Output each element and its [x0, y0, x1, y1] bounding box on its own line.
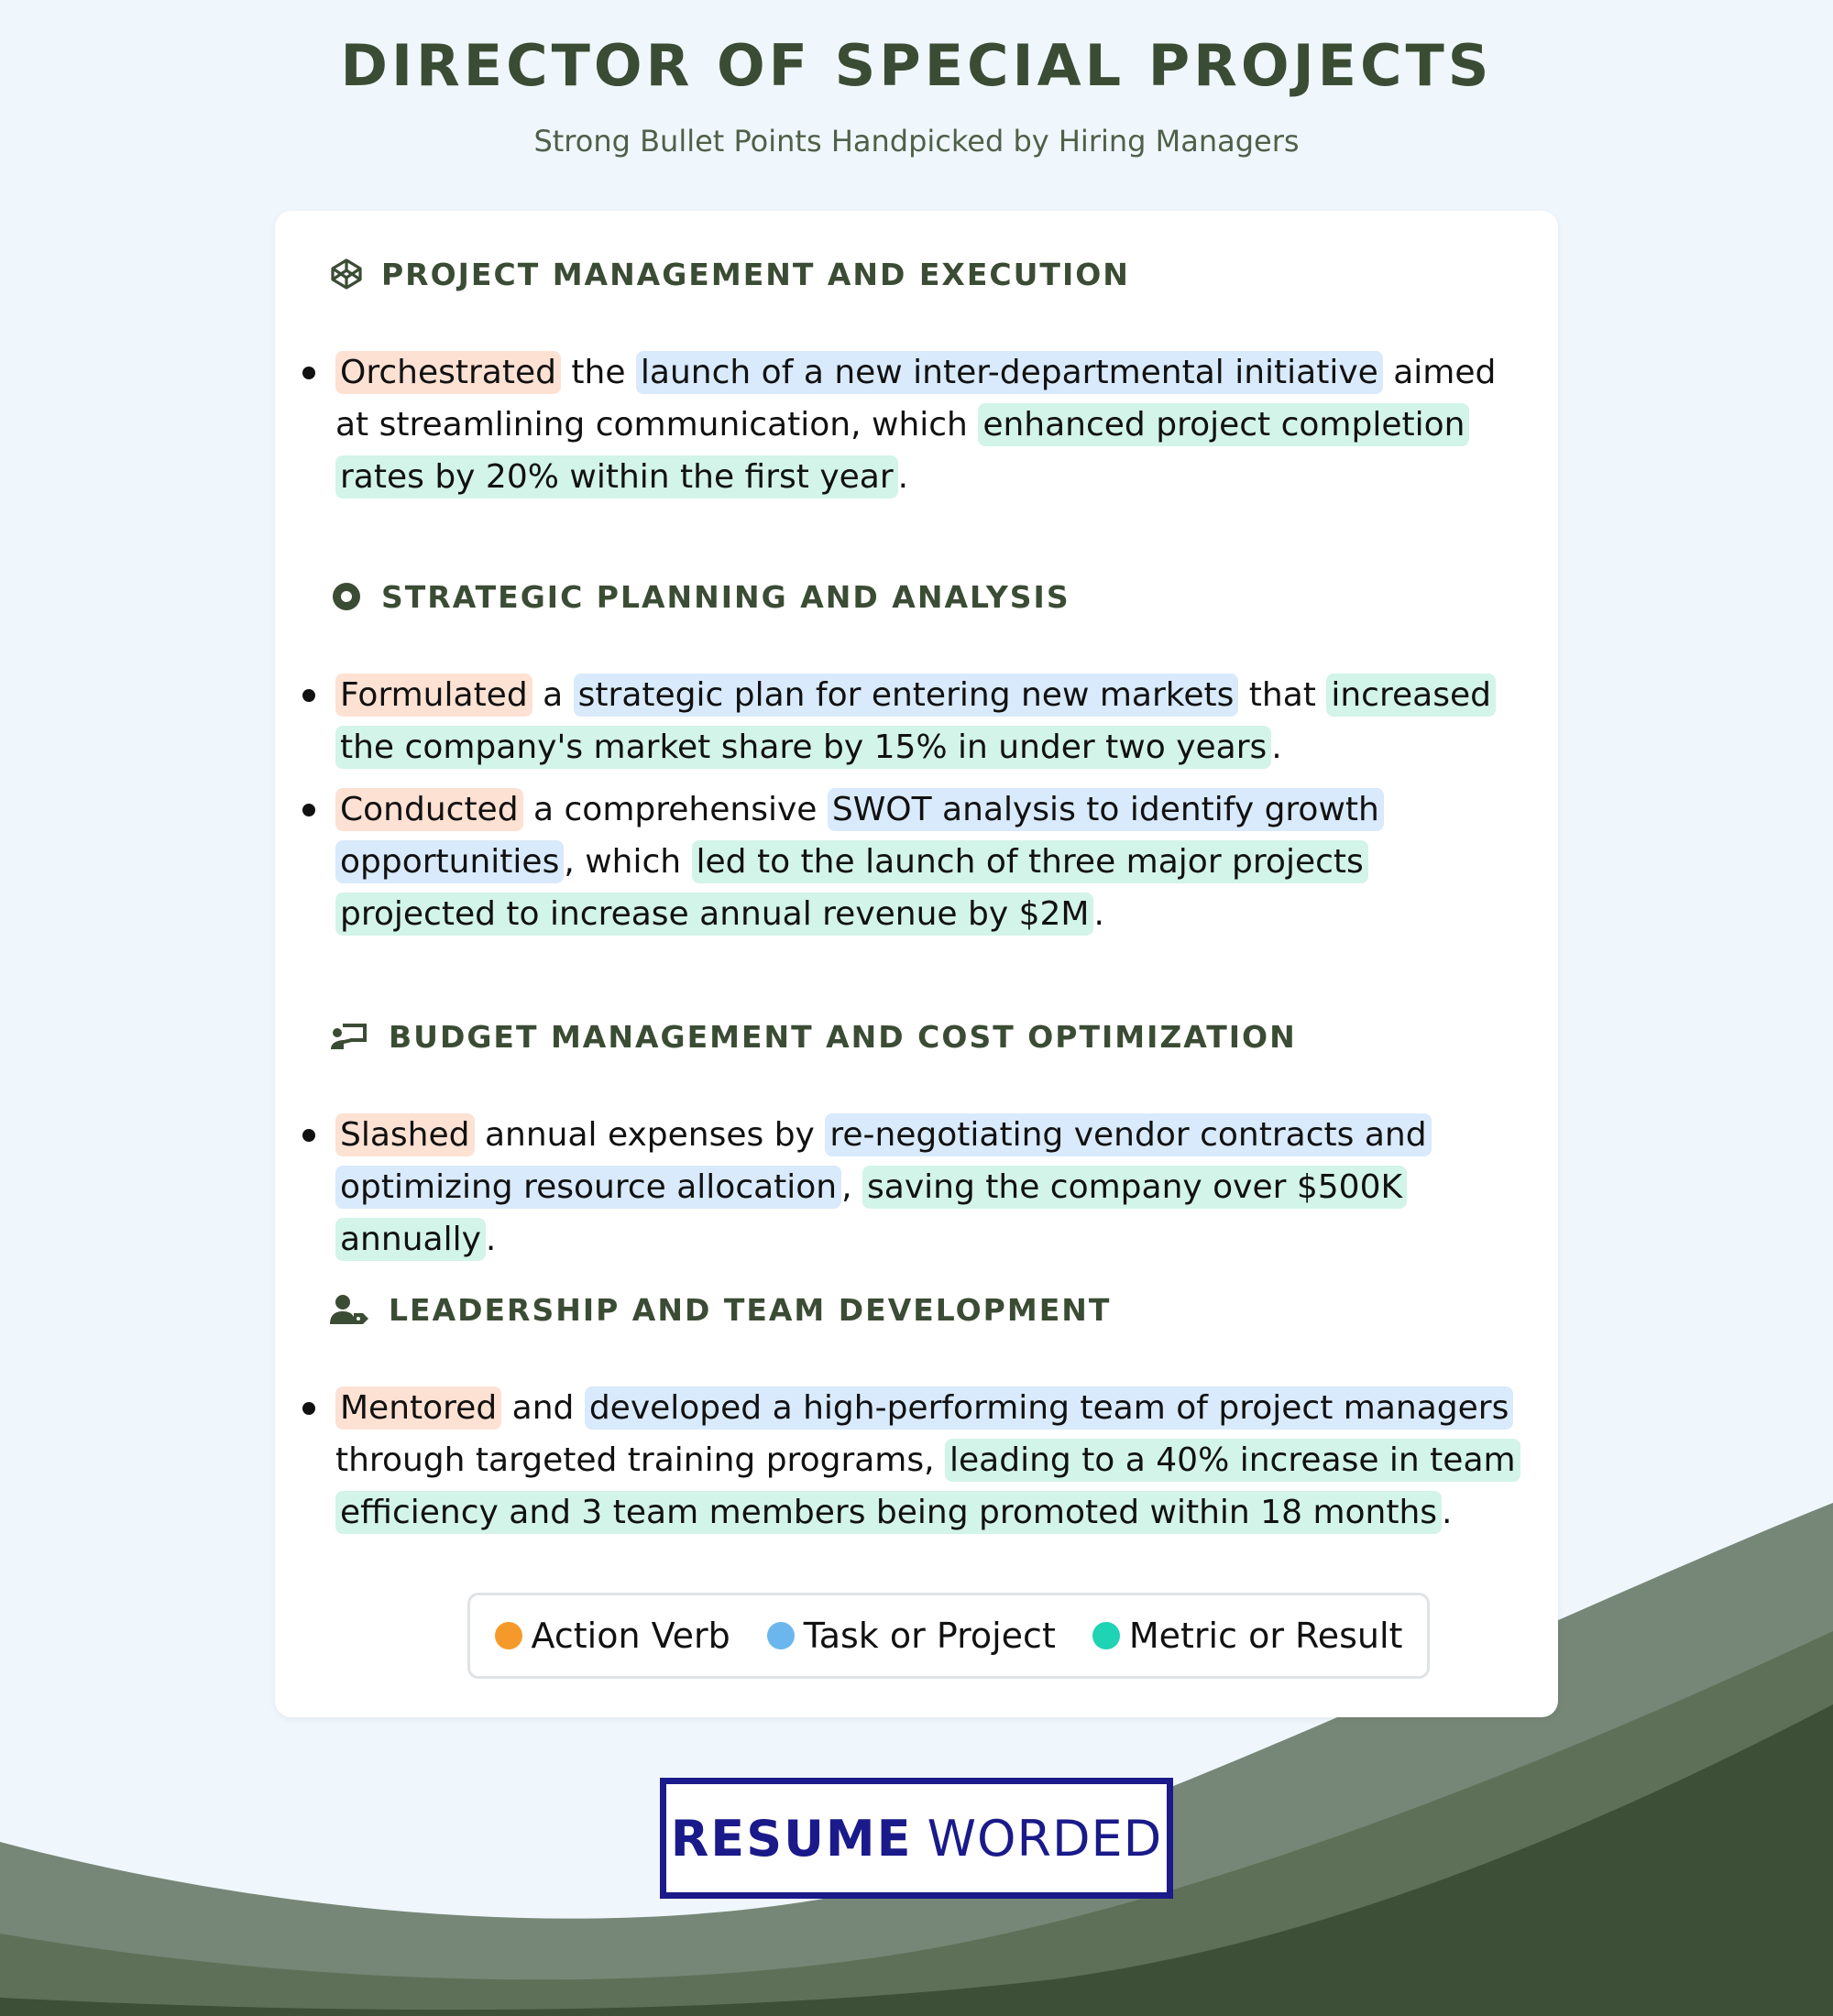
- legend-item-action: [495, 1616, 730, 1656]
- bullet-point: [275, 1109, 1518, 1265]
- highlight-action: Slashed: [335, 1113, 475, 1156]
- highlight-legend: [467, 1593, 1430, 1679]
- bullet-list: [275, 1382, 1558, 1549]
- bullet-text: ,: [841, 1168, 863, 1206]
- bullet-list: [275, 346, 1558, 513]
- page-title: DIRECTOR OF SPECIAL PROJECTS: [340, 32, 1493, 99]
- logo-bold-text: RESUME: [670, 1809, 913, 1868]
- highlight-task: strategic plan for entering new markets: [574, 674, 1239, 717]
- legend-label: Action Verb: [531, 1616, 730, 1656]
- bullet-points-card: [275, 211, 1558, 1717]
- resume-worded-logo[interactable]: [660, 1778, 1173, 1899]
- section-header: [330, 1287, 1111, 1332]
- section-title: LEADERSHIP AND TEAM DEVELOPMENT: [389, 1291, 1112, 1328]
- legend-dot: [495, 1622, 522, 1649]
- legend-item-metric: [1092, 1616, 1403, 1656]
- section-header: [330, 251, 1130, 297]
- section-header: [330, 1013, 1297, 1059]
- bullet-list: [275, 669, 1558, 950]
- highlight-action: Formulated: [335, 674, 532, 717]
- bullet-text: .: [485, 1221, 497, 1258]
- section-header: [330, 574, 1070, 619]
- highlight-metric: leading to a 40% increase in team efficiency and 3 team members being promoted within 18 months: [335, 1439, 1520, 1534]
- section-title: STRATEGIC PLANNING AND ANALYSIS: [381, 578, 1070, 615]
- bullet-list: [275, 1109, 1558, 1276]
- highlight-metric: led to the launch of three major projects projected to increase annual revenue by $2M: [335, 840, 1368, 936]
- bullet-text: the: [560, 354, 636, 391]
- highlight-action: Mentored: [335, 1386, 501, 1430]
- bullet-text: through targeted training programs,: [335, 1441, 946, 1479]
- highlight-task: re-negotiating vendor contracts and optimizing resource allocation: [335, 1113, 1432, 1209]
- bullet-text: , which: [564, 843, 692, 881]
- section-title: BUDGET MANAGEMENT AND COST OPTIMIZATION: [389, 1018, 1297, 1055]
- target-circle-icon: [330, 580, 363, 613]
- page-header: [0, 29, 1833, 159]
- codepen-cube-icon: [330, 257, 363, 290]
- highlight-task: launch of a new inter-departmental initiative: [636, 351, 1383, 394]
- bullet-text: .: [897, 458, 909, 496]
- highlight-action: Conducted: [335, 788, 523, 831]
- bullet-text: that: [1238, 676, 1327, 714]
- bullet-text: a: [532, 676, 574, 714]
- bullet-text: aimed at streamlining communication, which: [335, 354, 1497, 444]
- bullet-point: [275, 669, 1518, 773]
- logo-light-text: WORDED: [927, 1809, 1163, 1868]
- bullet-point: [275, 783, 1518, 940]
- legend-dot: [1092, 1622, 1120, 1649]
- section-title: PROJECT MANAGEMENT AND EXECUTION: [381, 256, 1130, 292]
- bullet-text: and: [501, 1389, 585, 1427]
- legend-item-task: [767, 1616, 1056, 1656]
- user-tag-icon: [330, 1293, 370, 1326]
- bullet-text: annual expenses by: [474, 1116, 826, 1154]
- page-subtitle: Strong Bullet Points Handpicked by Hiring Managers: [533, 124, 1300, 159]
- highlight-metric: saving the company over $500K annually: [335, 1166, 1407, 1261]
- bullet-text: .: [1093, 895, 1104, 933]
- highlight-metric: enhanced project completion rates by 20% within the first year: [335, 403, 1469, 499]
- legend-label: Metric or Result: [1128, 1616, 1403, 1656]
- bullet-text: a comprehensive: [522, 791, 828, 828]
- legend-dot: [767, 1622, 795, 1649]
- highlight-action: Orchestrated: [335, 351, 561, 394]
- highlight-task: developed a high-performing team of project managers: [585, 1386, 1514, 1430]
- bullet-text: .: [1442, 1494, 1453, 1531]
- bullet-point: [275, 346, 1518, 503]
- legend-label: Task or Project: [803, 1616, 1056, 1656]
- highlight-metric: increased the company's market share by 15% in under two years: [335, 674, 1496, 769]
- bullet-text: .: [1271, 729, 1282, 766]
- presentation-board-icon: [330, 1020, 370, 1053]
- bullet-point: [275, 1382, 1518, 1539]
- highlight-task: SWOT analysis to identify growth opportunities: [335, 788, 1384, 883]
